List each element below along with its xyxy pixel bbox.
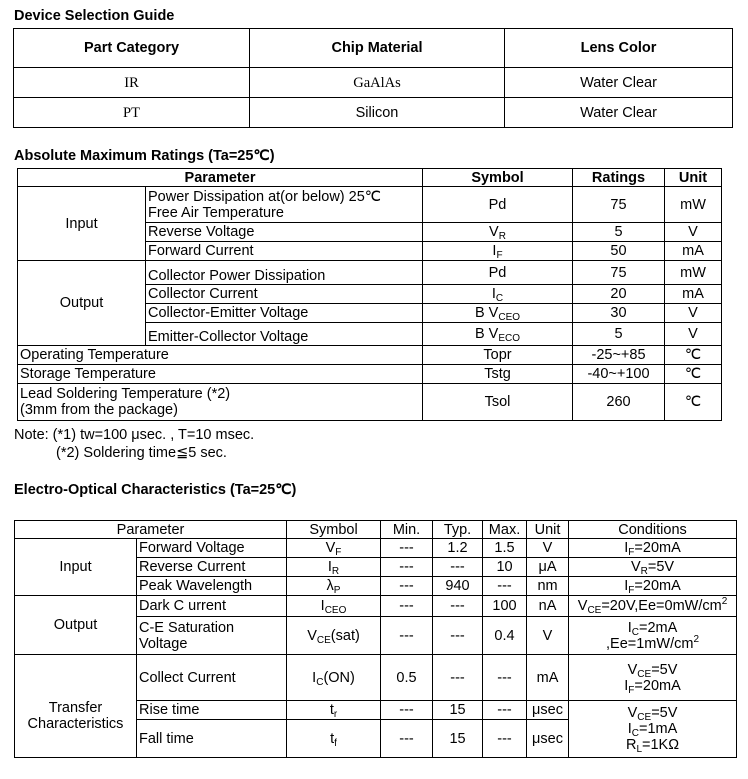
condition-cell [569, 577, 737, 596]
col-header: Parameter [15, 521, 287, 539]
cond-sub: C [631, 626, 639, 638]
absmax-table [17, 168, 722, 421]
symbol-sub: R [498, 231, 506, 242]
group-label-output: Output [15, 596, 137, 655]
param-cell: Emitter-Collector Voltage [146, 323, 423, 346]
col-header: Parameter [18, 169, 423, 187]
min-cell: 0.5 [381, 655, 433, 701]
table-cell: Water Clear [505, 68, 733, 98]
symbol-sub: CEO [324, 605, 347, 616]
max-cell: 0.4 [483, 617, 527, 655]
cond: =1mA [639, 721, 678, 737]
condition-cell [569, 617, 737, 655]
eo-table [14, 520, 737, 758]
table-cell: PT [14, 98, 250, 128]
param-cell: Collector-Emitter Voltage [146, 304, 423, 323]
cond-sup: 2 [693, 633, 699, 645]
table-cell: GaAlAs [250, 68, 505, 98]
param-cell [146, 187, 423, 223]
param-line: Free Air Temperature [148, 204, 284, 221]
col-header: Conditions [569, 521, 737, 539]
unit-cell: nA [527, 596, 569, 617]
cond: =2mA [639, 619, 678, 636]
param-cell: Forward Current [146, 242, 423, 261]
condition-cell [569, 655, 737, 701]
cond: V [627, 661, 638, 678]
param-cell: Collect Current [137, 655, 287, 701]
symbol-cell [423, 285, 573, 304]
unit-cell: mA [665, 242, 722, 261]
rating-cell: -25~+85 [573, 346, 665, 365]
group-label-transfer [15, 655, 137, 758]
symbol-sub: CE [316, 634, 331, 646]
symbol: λ [326, 578, 334, 594]
param-cell: Forward Voltage [137, 539, 287, 558]
cond: V [627, 705, 638, 721]
cond-sub: C [631, 728, 639, 739]
cond-sub: CE [637, 712, 652, 723]
symbol-cell: Topr [423, 346, 573, 365]
unit-cell: V [527, 539, 569, 558]
symbol: t [329, 702, 334, 718]
min-cell: --- [381, 617, 433, 655]
condition-cell [569, 701, 737, 758]
symbol: t [330, 730, 335, 747]
min-cell: --- [381, 558, 433, 577]
symbol-cell [287, 577, 381, 596]
table-cell: IR [14, 68, 250, 98]
max-cell: 100 [483, 596, 527, 617]
eo-heading: Electro-Optical Characteristics (Ta=25℃) [14, 482, 297, 498]
symbol: I [312, 669, 317, 686]
symbol-sub: f [334, 737, 337, 749]
typ-cell: --- [433, 617, 483, 655]
typ-cell: --- [433, 596, 483, 617]
col-header: Max. [483, 521, 527, 539]
col-header: Symbol [287, 521, 381, 539]
rating-cell: 5 [573, 223, 665, 242]
unit-cell: nm [527, 577, 569, 596]
rating-cell: 30 [573, 304, 665, 323]
condition-cell [569, 558, 737, 577]
rating-cell: -40~+100 [573, 365, 665, 384]
condition-cell [569, 596, 737, 617]
cond: I [624, 677, 629, 694]
typ-cell: --- [433, 655, 483, 701]
param-cell: Storage Temperature [18, 365, 423, 384]
unit-cell: V [665, 223, 722, 242]
group-line: Transfer [48, 700, 103, 716]
symbol-sub: R [331, 566, 340, 577]
max-cell: 1.5 [483, 539, 527, 558]
unit-cell: ℃ [665, 365, 722, 384]
symbol-sub: F [335, 547, 342, 558]
symbol-cell: Tstg [423, 365, 573, 384]
max-cell: --- [483, 577, 527, 596]
cond: =5V [651, 661, 678, 678]
cond: =1KΩ [642, 737, 680, 753]
cond: =20mA [634, 540, 681, 556]
unit-cell: mW [665, 187, 722, 223]
min-cell: --- [381, 596, 433, 617]
param-cell: Dark C urrent [137, 596, 287, 617]
symbol-cell [287, 701, 381, 720]
cond-sub: R [640, 566, 648, 577]
cond-sub: F [628, 585, 635, 596]
cond: =20mA [634, 677, 681, 694]
group-line: Characteristics [27, 716, 124, 732]
note-2: (*2) Soldering time≦5 sec. [56, 445, 227, 461]
min-cell: --- [381, 720, 433, 758]
symbol-sub: F [496, 250, 503, 261]
param-cell: Operating Temperature [18, 346, 423, 365]
col-header: Min. [381, 521, 433, 539]
symbol: I [320, 598, 325, 614]
unit-cell: ℃ [665, 384, 722, 421]
group-label-input: Input [15, 539, 137, 596]
unit-cell: ℃ [665, 346, 722, 365]
param-line: C-E Saturation [139, 619, 235, 636]
cond: R [625, 737, 637, 753]
cond: I [624, 540, 629, 556]
param-cell: Collector Power Dissipation [146, 261, 423, 285]
unit-cell: μsec [527, 701, 569, 720]
typ-cell: --- [433, 558, 483, 577]
symbol-sub: CEO [498, 312, 521, 323]
condition-cell [569, 539, 737, 558]
col-header: Symbol [423, 169, 573, 187]
unit-cell: V [665, 304, 722, 323]
symbol-sub: C [495, 293, 504, 304]
cond: I [627, 721, 632, 737]
absmax-heading: Absolute Maximum Ratings (Ta=25℃) [14, 148, 275, 164]
param-cell [137, 617, 287, 655]
col-header: Chip Material [250, 29, 505, 68]
cond: =20V,Ee=0mW/cm [601, 598, 722, 614]
symbol-cell: Pd [423, 187, 573, 223]
group-label-input: Input [18, 187, 146, 261]
min-cell: --- [381, 577, 433, 596]
table-cell: Silicon [250, 98, 505, 128]
min-cell: --- [381, 539, 433, 558]
max-cell: 10 [483, 558, 527, 577]
selection-heading: Device Selection Guide [14, 8, 175, 24]
symbol-sub: r [333, 709, 338, 720]
symbol-sub: C [316, 676, 324, 688]
typ-cell: 1.2 [433, 539, 483, 558]
symbol-cell: Pd [423, 261, 573, 285]
symbol-cell [423, 242, 573, 261]
typ-cell: 15 [433, 701, 483, 720]
param-cell: Peak Wavelength [137, 577, 287, 596]
cond: =5V [651, 705, 678, 721]
param-line: Voltage [139, 635, 188, 652]
typ-cell: 940 [433, 577, 483, 596]
symbol-sub: P [333, 585, 341, 596]
symbol: V [325, 540, 336, 556]
max-cell: --- [483, 701, 527, 720]
rating-cell: 75 [573, 261, 665, 285]
param-line: (3mm from the package) [20, 402, 178, 418]
cond-sub: F [628, 547, 635, 558]
symbol: B V [474, 305, 499, 321]
col-header: Unit [665, 169, 722, 187]
unit-cell: μsec [527, 720, 569, 758]
symbol: V [307, 627, 317, 644]
col-header: Part Category [14, 29, 250, 68]
symbol: I [491, 286, 496, 302]
cond-sup: 2 [721, 596, 728, 608]
param-cell: Fall time [137, 720, 287, 758]
rating-cell: 5 [573, 323, 665, 346]
unit-cell: V [665, 323, 722, 346]
col-header: Ratings [573, 169, 665, 187]
col-header: Lens Color [505, 29, 733, 68]
symbol-cell [287, 655, 381, 701]
col-header: Typ. [433, 521, 483, 539]
cond: V [577, 598, 588, 614]
symbol: I [492, 243, 497, 259]
cond-sub: CE [637, 668, 652, 680]
param-cell: Rise time [137, 701, 287, 720]
symbol-sub: ECO [498, 333, 521, 344]
max-cell: --- [483, 655, 527, 701]
unit-cell: mW [665, 261, 722, 285]
cond-sub: F [628, 684, 635, 696]
symbol-cell [423, 323, 573, 346]
unit-cell: μA [527, 558, 569, 577]
unit-cell: mA [665, 285, 722, 304]
param-cell [18, 384, 423, 421]
unit-cell: V [527, 617, 569, 655]
cond-sub: L [636, 744, 643, 755]
symbol-cell [287, 596, 381, 617]
param-cell: Reverse Voltage [146, 223, 423, 242]
min-cell: --- [381, 701, 433, 720]
symbol: (ON) [323, 669, 355, 686]
rating-cell: 50 [573, 242, 665, 261]
symbol-cell [287, 617, 381, 655]
unit-cell: mA [527, 655, 569, 701]
col-header: Unit [527, 521, 569, 539]
cond: =20mA [634, 578, 681, 594]
typ-cell: 15 [433, 720, 483, 758]
table-cell: Water Clear [505, 98, 733, 128]
symbol: V [489, 224, 499, 240]
cond-sub: CE [587, 605, 602, 616]
selection-table [13, 28, 733, 128]
symbol: B V [474, 326, 499, 342]
param-cell: Collector Current [146, 285, 423, 304]
cond: I [627, 619, 632, 636]
symbol-cell [423, 223, 573, 242]
max-cell: --- [483, 720, 527, 758]
param-cell: Reverse Current [137, 558, 287, 577]
symbol-cell [287, 558, 381, 577]
symbol: I [327, 559, 332, 575]
cond: V [630, 559, 641, 575]
rating-cell: 20 [573, 285, 665, 304]
group-label-output: Output [18, 261, 146, 346]
rating-cell: 260 [573, 384, 665, 421]
symbol-cell: Tsol [423, 384, 573, 421]
note-1: Note: (*1) tw=100 μsec. , T=10 msec. [14, 427, 255, 443]
symbol-cell [423, 304, 573, 323]
param-line: Lead Soldering Temperature (*2) [20, 386, 231, 402]
cond: I [624, 578, 629, 594]
cond: ,Ee=1mW/cm [606, 635, 694, 652]
cond: =5V [647, 559, 675, 575]
symbol: (sat) [330, 627, 360, 644]
symbol-cell [287, 720, 381, 758]
rating-cell: 75 [573, 187, 665, 223]
symbol-cell [287, 539, 381, 558]
param-line: Power Dissipation at(or below) 25℃ [148, 188, 382, 205]
